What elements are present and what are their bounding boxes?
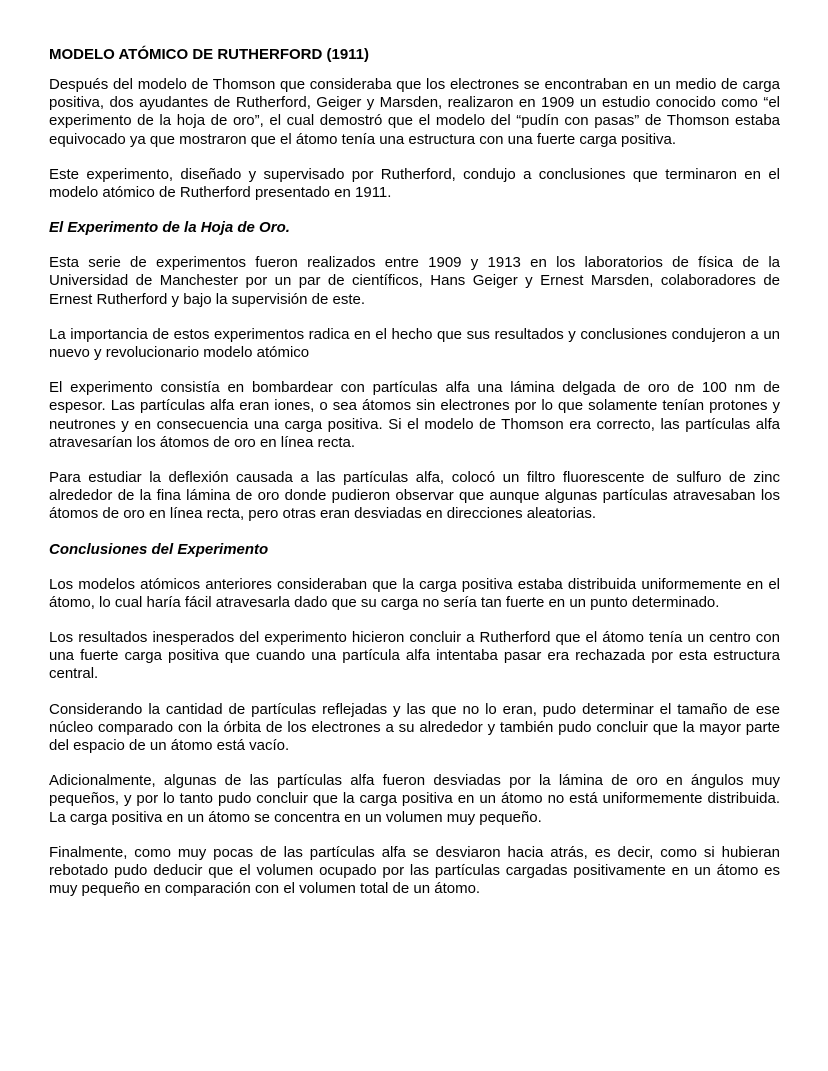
document-page (49, 46, 780, 899)
intro-paragraph: Después del modelo de Thomson que consideraba que los electrones se encontraban en un medio de carga positiva, dos ayudantes de Rutherford, Geiger y Marsden, realizaron en 1909 un estudio conocido como “el experimento de la hoja de oro”, el cual demostró que el modelo del “pudín con pasas” de Thomson estaba equivocado ya que mostraron que el átomo tenía una estructura con una fuerte carga positiva. (49, 76, 780, 148)
document-title: MODELO ATÓMICO DE RUTHERFORD (1911) (49, 46, 370, 63)
experiment-paragraph: Para estudiar la deflexión causada a las partículas alfa, colocó un filtro fluorescente de sulfuro de zinc alrededor de la fina lámina de oro donde pudieron observar que aunque algunas partículas atravesaban los átomos de oro en línea recta, pero otras eran desviadas en direcciones aleatorias. (49, 469, 780, 523)
conclusions-paragraph: Los modelos atómicos anteriores consideraban que la carga positiva estaba distribuida uniformemente en el átomo, lo cual haría fácil atravesarla dado que su carga no sería tan fuerte en un punto determinado. (49, 575, 780, 611)
experiment-paragraph: La importancia de estos experimentos radica en el hecho que sus resultados y conclusiones condujeron a un nuevo y revolucionario modelo atómico (49, 325, 780, 362)
conclusions-paragraph: Finalmente, como muy pocas de las partículas alfa se desviaron hacia atrás, es decir, como si hubieran rebotado pudo deducir que el volumen ocupado por las partículas cargadas positivamente en un átomo es muy pequeño en comparación con el volumen total de un átomo. (49, 843, 780, 898)
section-heading-experiment: El Experimento de la Hoja de Oro. (49, 219, 290, 237)
conclusions-paragraph: Los resultados inesperados del experimento hicieron concluir a Rutherford que el átomo tenía un centro con una fuerte carga positiva que cuando una partícula alfa intentaba pasar era rechazada por esta estructura central. (49, 629, 780, 683)
conclusions-paragraph: Considerando la cantidad de partículas reflejadas y las que no lo eran, pudo determinar el tamaño de ese núcleo comparado con la órbita de los electrones a su alrededor y también pudo concluir que la mayor parte del espacio de un átomo está vacío. (49, 700, 780, 755)
intro-paragraph: Este experimento, diseñado y supervisado por Rutherford, condujo a conclusiones que terminaron en el modelo atómico de Rutherford presentado en 1911. (49, 165, 780, 202)
experiment-paragraph: Esta serie de experimentos fueron realizados entre 1909 y 1913 en los laboratorios de física de la Universidad de Manchester por un par de científicos, Hans Geiger y Ernest Marsden, colaboradores de Ernest Rutherford y bajo la supervisión de este. (49, 254, 780, 308)
section-heading-conclusions: Conclusiones del Experimento (49, 540, 269, 558)
conclusions-paragraph: Adicionalmente, algunas de las partículas alfa fueron desviadas por la lámina de oro en ángulos muy pequeños, y por lo tanto pudo concluir que la carga positiva en un átomo no está uniformemente distribuida. La carga positiva en un átomo se concentra en un volumen muy pequeño. (49, 772, 780, 826)
experiment-paragraph: El experimento consistía en bombardear con partículas alfa una lámina delgada de oro de 100 nm de espesor. Las partículas alfa eran iones, o sea átomos sin electrones por lo que solamente tenían protones y neutrones y en consecuencia una carga positiva. Si el modelo de Thomson era correcto, las partículas alfa atravesarían los átomos de oro en línea recta. (49, 379, 780, 451)
